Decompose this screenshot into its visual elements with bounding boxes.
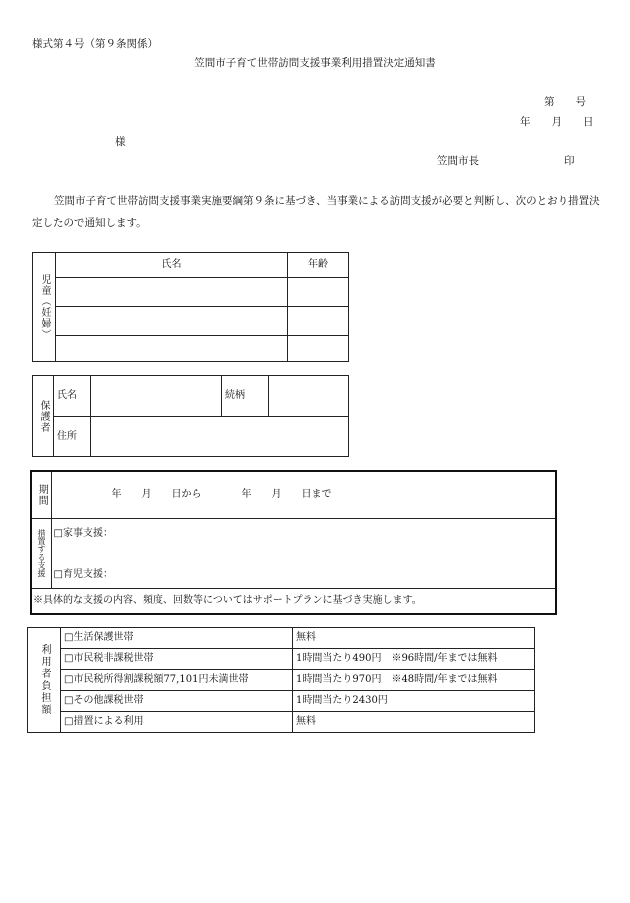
fee-table — [27, 627, 535, 733]
guardian-address-cell[interactable] — [91, 417, 349, 457]
guardian-side-label: 保護者 — [33, 376, 54, 457]
form-number: 様式第４号（第９条関係） — [32, 38, 158, 50]
fee-category[interactable]: □市民税所得割課税額77,101円未満世帯 — [61, 670, 293, 691]
support-content — [51, 518, 556, 588]
child-table — [32, 252, 349, 362]
fee-amount: 無料 — [293, 712, 535, 733]
guardian-address-label: 住所 — [54, 417, 91, 457]
fee-category[interactable]: □生活保護世帯 — [61, 628, 293, 649]
child-age-cell[interactable] — [288, 336, 349, 362]
support-note: ※具体的な支援の内容、頻度、回数等についてはサポートプランに基づき実施します。 — [31, 588, 556, 614]
fee-amount: 無料 — [293, 628, 535, 649]
guardian-relation-cell[interactable] — [269, 376, 349, 417]
period-dates[interactable]: 年 月 日から 年 月 日まで — [51, 471, 556, 518]
child-age-cell[interactable] — [288, 307, 349, 336]
guardian-name-cell[interactable] — [91, 376, 222, 417]
fee-category[interactable]: □その他課税世帯 — [61, 691, 293, 712]
child-side-label: 児童（妊婦） — [33, 253, 56, 362]
child-name-cell[interactable] — [56, 278, 288, 307]
child-age-header: 年齢 — [288, 253, 349, 278]
child-name-header: 氏名 — [56, 253, 288, 278]
seal-mark: 印 — [564, 155, 575, 167]
fee-amount: 1時間当たり490円 ※96時間/年までは無料 — [293, 649, 535, 670]
period-table — [30, 470, 557, 615]
childcare-support-option[interactable]: □育児支援： — [53, 568, 113, 580]
child-age-cell[interactable] — [288, 278, 349, 307]
addressee-suffix: 様 — [115, 136, 126, 148]
document-title: 笠間市子育て世帯訪問支援事業利用措置決定通知書 — [194, 57, 436, 69]
fee-category[interactable]: □市民税非課税世帯 — [61, 649, 293, 670]
guardian-table — [32, 375, 349, 457]
child-name-cell[interactable] — [56, 336, 288, 362]
support-label: 措置する支援 — [31, 518, 51, 588]
issue-number: 第 号 — [544, 96, 586, 108]
housework-support-option[interactable]: □家事支援： — [53, 527, 113, 539]
fee-category[interactable]: □措置による利用 — [61, 712, 293, 733]
guardian-name-label: 氏名 — [54, 376, 91, 417]
body-paragraph: 笠間市子育て世帯訪問支援事業実施要綱第９条に基づき、当事業による訪問支援が必要と判断し、次のとおり措置決定したので通知します。 — [32, 195, 600, 229]
guardian-relation-label: 続柄 — [222, 376, 269, 417]
child-name-cell[interactable] — [56, 307, 288, 336]
fee-amount: 1時間当たり970円 ※48時間/年までは無料 — [293, 670, 535, 691]
fee-amount: 1時間当たり2430円 — [293, 691, 535, 712]
period-label: 期間 — [31, 471, 51, 518]
issue-date: 年 月 日 — [520, 116, 594, 128]
issuer: 笠間市長 — [437, 155, 479, 167]
fee-side-label: 利用者負担額 — [28, 628, 61, 733]
